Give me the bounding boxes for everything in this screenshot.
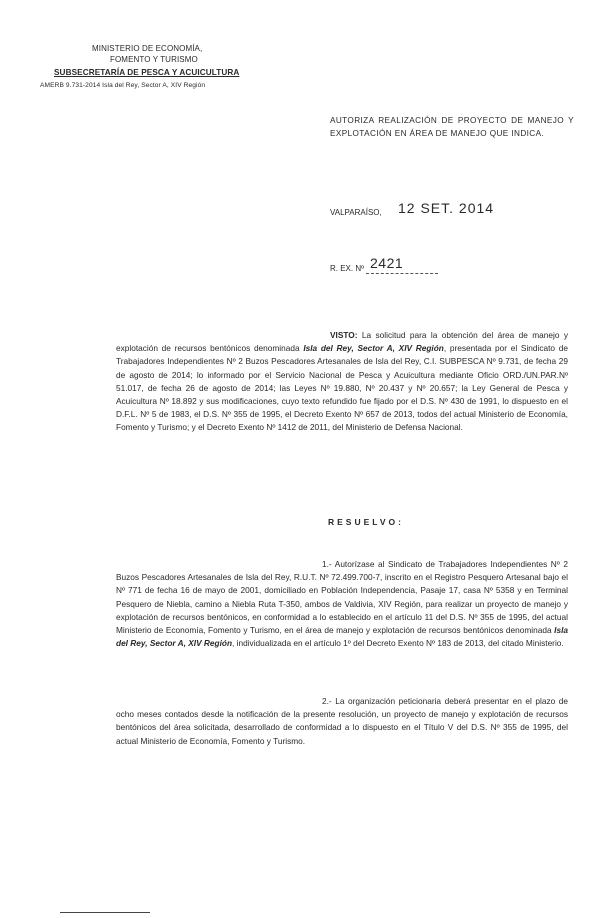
visto-text-1: La solicitud para la obtención del área de manejo y explotación de recursos bentónicos denominada xyxy=(116,330,568,354)
resuelvo-heading: RESUELVO: xyxy=(328,517,404,527)
visto-area-name: Isla del Rey, Sector A, XIV Región xyxy=(303,343,444,354)
header-fomento: FOMENTO Y TURISMO xyxy=(110,55,198,64)
visto-paragraph xyxy=(116,329,568,435)
resolution-label: R. EX. Nº xyxy=(330,264,365,273)
footer-rule xyxy=(60,912,150,913)
article-2: 2.- La organización peticionaria deberá presentar en el plazo de ocho meses contados desde la notificación de la presente resolución, un proyecto de manejo y explotación de recursos bentónicos del área solicitada, desarrollado de conformidad a lo dispuesto en el Título V del D.S. Nº 355 de 1995, del actual Ministerio de Economía, Fomento y Turismo. xyxy=(116,696,568,746)
header-subsecretaria: SUBSECRETARÍA DE PESCA Y ACUICULTURA xyxy=(54,68,240,77)
header-reference: AMERB 9.731-2014 Isla del Rey, Sector A, XIV Región xyxy=(40,82,206,89)
visto-text-2: , presentada por el Sindicato de Trabajadores Independientes Nº 2 Buzos Pescadores Artesanales de Isla del Rey, C.I. SUBPESCA Nº 9.731, de fecha 29 de agosto de 2014; lo informado por el Servicio Nacional de Pesca y Acuicultura mediante Oficio ORD./UN.PAR.Nº 51.017, de fecha 26 de agosto de 2014; las Leyes Nº 19.880, Nº 20.437 y Nº 20.657; la Ley General de Pesca y Acuicultura Nº 18.892 y sus modificaciones, cuyo texto refundido fue fijado por el D.S. Nº 430 de 1991, lo dispuesto en el D.F.L. Nº 5 de 1983, el D.S. Nº 355 de 1995, el Decreto Exento Nº 657 de 2013, todos del actual Ministerio de Economía, Fomento y Turismo; y el Decreto Exento Nº 1412 de 2011, del Ministerio de Defensa Nacional. xyxy=(116,343,568,433)
article-1-text-2: , individualizada en el artículo 1º del Decreto Exento Nº 183 de 2013, del citado Ministerio. xyxy=(232,638,564,649)
resolution-underline xyxy=(366,273,438,274)
date-stamp: 12 SET. 2014 xyxy=(398,200,495,216)
article-1-text-1: 1.- Autorízase al Sindicato de Trabajadores Independientes Nº 2 Buzos Pescadores Artesanales de Isla del Rey, R.U.T. Nº 72.499.700-7, inscrito en el Registro Pesquero Artesanal bajo el Nº 771 de fecha 16 de mayo de 2001, domiciliado en Población Independencia, Pasaje 17, casa Nº 5358 y en Terminal Pesquero de Niebla, camino a Niebla Ruta T-350, ambos de Valdivia, XIV Región, para realizar un proyecto de manejo y explotación de recursos bentónicos, en conformidad a lo establecido en el artículo 11 del D.S. Nº 355 de 1995, del actual Ministerio de Economía, Fomento y Turismo, en el área de manejo y explotación de recursos bentónicos denominada xyxy=(116,559,568,636)
visto-lead: VISTO: xyxy=(330,330,358,340)
header-ministry: MINISTERIO DE ECONOMÍA, xyxy=(92,44,203,53)
article-1-area-name: Isla del Rey, Sector A, XIV Región xyxy=(116,625,568,649)
resolution-number: 2421 xyxy=(370,255,404,271)
date-label: VALPARAÍSO, xyxy=(330,208,382,217)
document-title: AUTORIZA REALIZACIÓN DE PROYECTO DE MANEJO Y EXPLOTACIÓN EN ÁREA DE MANEJO QUE INDICA. xyxy=(330,116,574,138)
article-1 xyxy=(116,558,568,650)
